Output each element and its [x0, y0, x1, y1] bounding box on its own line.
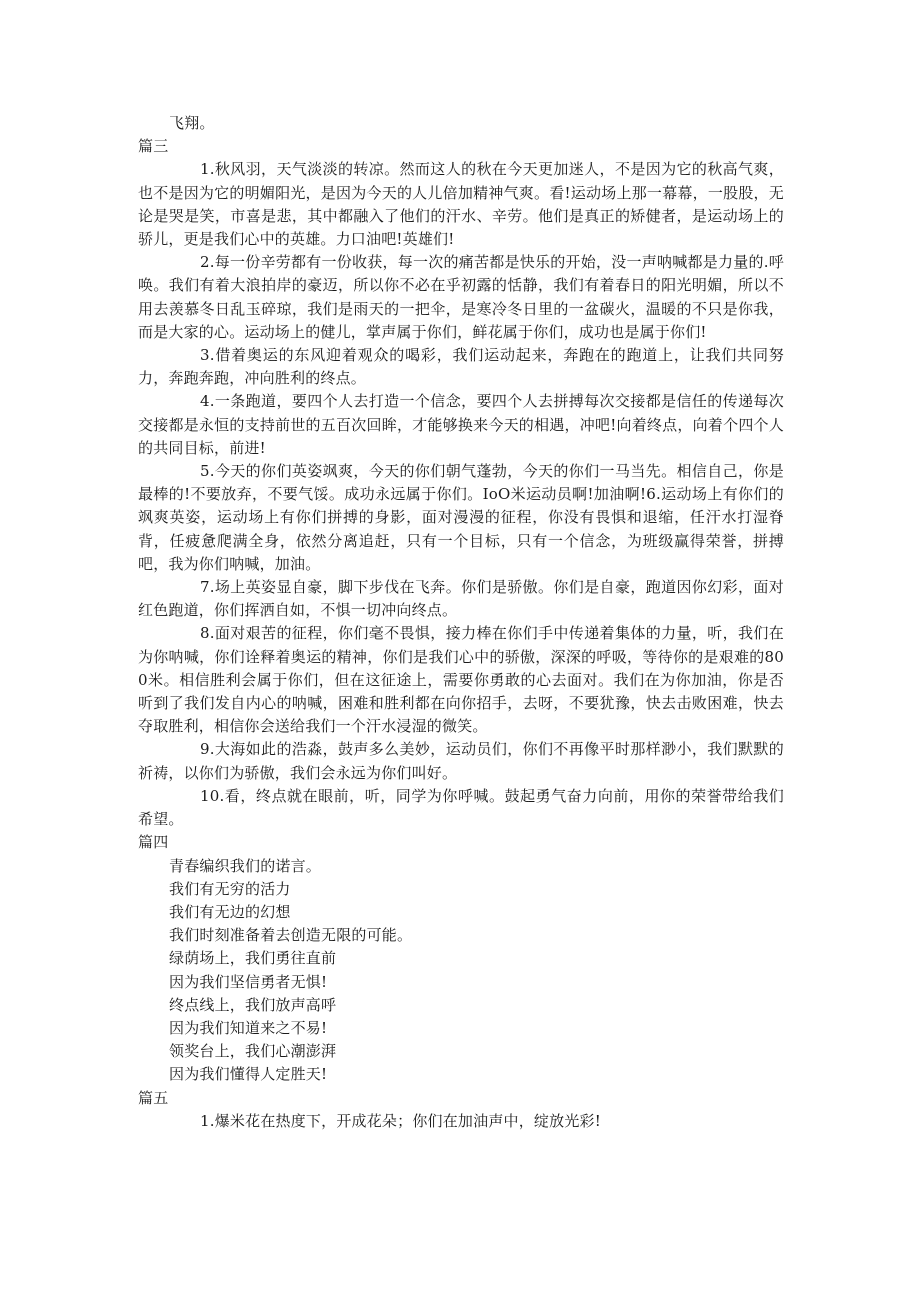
item-text: .借着奥运的东风迎着观众的喝彩，我们运动起来，奔跑在的跑道上，让我们共同努力，奔跑奔跑，冲向胜利的终点。	[138, 346, 784, 388]
item-number: 10	[200, 786, 220, 805]
section-heading-5: 篇五	[138, 1088, 169, 1107]
list-item	[138, 1110, 784, 1133]
item-number: 1	[200, 160, 210, 179]
list-item	[138, 576, 784, 622]
poem-line: 领奖台上，我们心潮澎湃	[169, 1042, 337, 1061]
list-item	[138, 251, 784, 344]
poem-line: 青春编织我们的诺言。	[169, 856, 322, 875]
item-text: .每一份辛劳都有一份收获，每一次的痛苦都是快乐的开始，没一声呐喊都是力量的.呼唤。我们有着大浪拍岸的豪迈，所以你不必在乎初露的恬静，我们有着春日的阳光明媚，所以不用去羡慕冬日乱玉碎琼，我们是雨天的一把伞，是寒冷冬日里的一盆碳火，温暖的不只是你我，而是大家的心。运动场上的健儿，掌声属于你们，鲜花属于你们，成功也是属于你们!	[138, 253, 784, 341]
list-item	[138, 622, 784, 738]
poem-line: 绿荫场上，我们勇往直前	[169, 949, 337, 968]
item-text: .看，终点就在眼前，听，同学为你呼喊。鼓起勇气奋力向前，用你的荣誉带给我们希望。	[138, 786, 784, 829]
item-text: .秋风羽，天气淡淡的转凉。然而这人的秋在今天更加迷人，不是因为它的秋高气爽，也不是因为它的明媚阳光，是因为今天的人儿倍加精神气爽。看!运动场上那一幕幕，一股股，无论是哭是笑，市喜是悲，其中都融入了他们的汗水、辛劳。他们是真正的矫健者，是运动场上的骄儿，更是我们心中的英雄。力口油吧!英雄们!	[138, 160, 784, 249]
item-number: 5	[200, 462, 210, 481]
item-text: .一条跑道，要四个人去打造一个信念，要四个人去拼搏每次交接都是信任的传递每次交接都是永恒的支持前世的五百次回眸，才能够换来今天的相遇，冲吧!向着终点，向着个四个人的共同目标，前进!	[138, 392, 784, 457]
poem-line: 因为我们坚信勇者无惧!	[169, 972, 328, 991]
section-heading-4: 篇四	[138, 833, 169, 852]
item-number: 3	[200, 346, 210, 365]
poem-line: 我们时刻准备着去创造无限的可能。	[169, 926, 413, 945]
intro-fragment: 飞翔。	[169, 114, 215, 132]
poem-line: 我们有无穷的活力	[169, 879, 291, 898]
list-item	[138, 785, 784, 831]
item-number: 8	[200, 624, 210, 643]
list-item	[138, 344, 784, 390]
item-number: 7	[200, 578, 210, 597]
document-body	[138, 112, 784, 1133]
list-item	[138, 738, 784, 784]
poem-line: 因为我们知道来之不易!	[169, 1018, 328, 1037]
poem-line: 我们有无边的幻想	[169, 902, 291, 921]
poem-line: 因为我们懂得人定胜天!	[169, 1065, 328, 1084]
list-item	[138, 158, 784, 251]
item-number: 4	[200, 392, 210, 411]
list-item	[138, 460, 784, 576]
item-number: 9	[200, 740, 210, 759]
item-number: 1	[200, 1111, 210, 1130]
list-item	[138, 390, 784, 460]
item-text: .爆米花在热度下，开成花朵；你们在加油声中，绽放光彩!	[209, 1111, 601, 1130]
poem-line: 终点线上，我们放声高呼	[169, 995, 337, 1014]
item-text: .今天的你们英姿飒爽，今天的你们朝气蓬勃，今天的你们一马当先。相信自己，你是最棒的!不要放弃，不要气馁。成功永远属于你们。IoO米运动员啊!加油啊!6.运动场上有你们的飒爽英姿，运动场上有你们拼搏的身影，面对漫漫的征程，你没有畏惧和退缩，任汗水打湿脊背，任疲惫爬满全身，依然分离追赶，只有一个目标，只有一个信念，为班级赢得荣誉，拼搏吧，我为你们呐喊，加油。	[138, 462, 784, 573]
item-text: .面对艰苦的征程，你们毫不畏惧，接力棒在你们手中传递着集体的力量，听，我们在为你呐喊，你们诠释着奥运的精神，你们是我们心中的骄傲，深深的呼吸，等待你的是艰难的800米。相信胜利会属于你们，但在这征途上，需要你勇敢的心去面对。我们在为你加油，你是否听到了我们发自内心的呐喊，困难和胜利都在向你招手，去呀，不要犹豫，快去击败困难，快去夺取胜利，相信你会送给我们一个汗水浸湿的微笑。	[138, 624, 784, 736]
item-text: .场上英姿显自豪，脚下步伐在飞奔。你们是骄傲。你们是自豪，跑道因你幻彩，面对红色跑道，你们挥洒自如，不惧一切冲向终点。	[138, 578, 784, 620]
item-number: 2	[200, 253, 210, 272]
item-text: .大海如此的浩淼，鼓声多么美妙，运动员们，你们不再像平时那样渺小，我们默默的祈祷，以你们为骄傲，我们会永远为你们叫好。	[138, 740, 784, 782]
section-heading-3: 篇三	[138, 137, 169, 156]
